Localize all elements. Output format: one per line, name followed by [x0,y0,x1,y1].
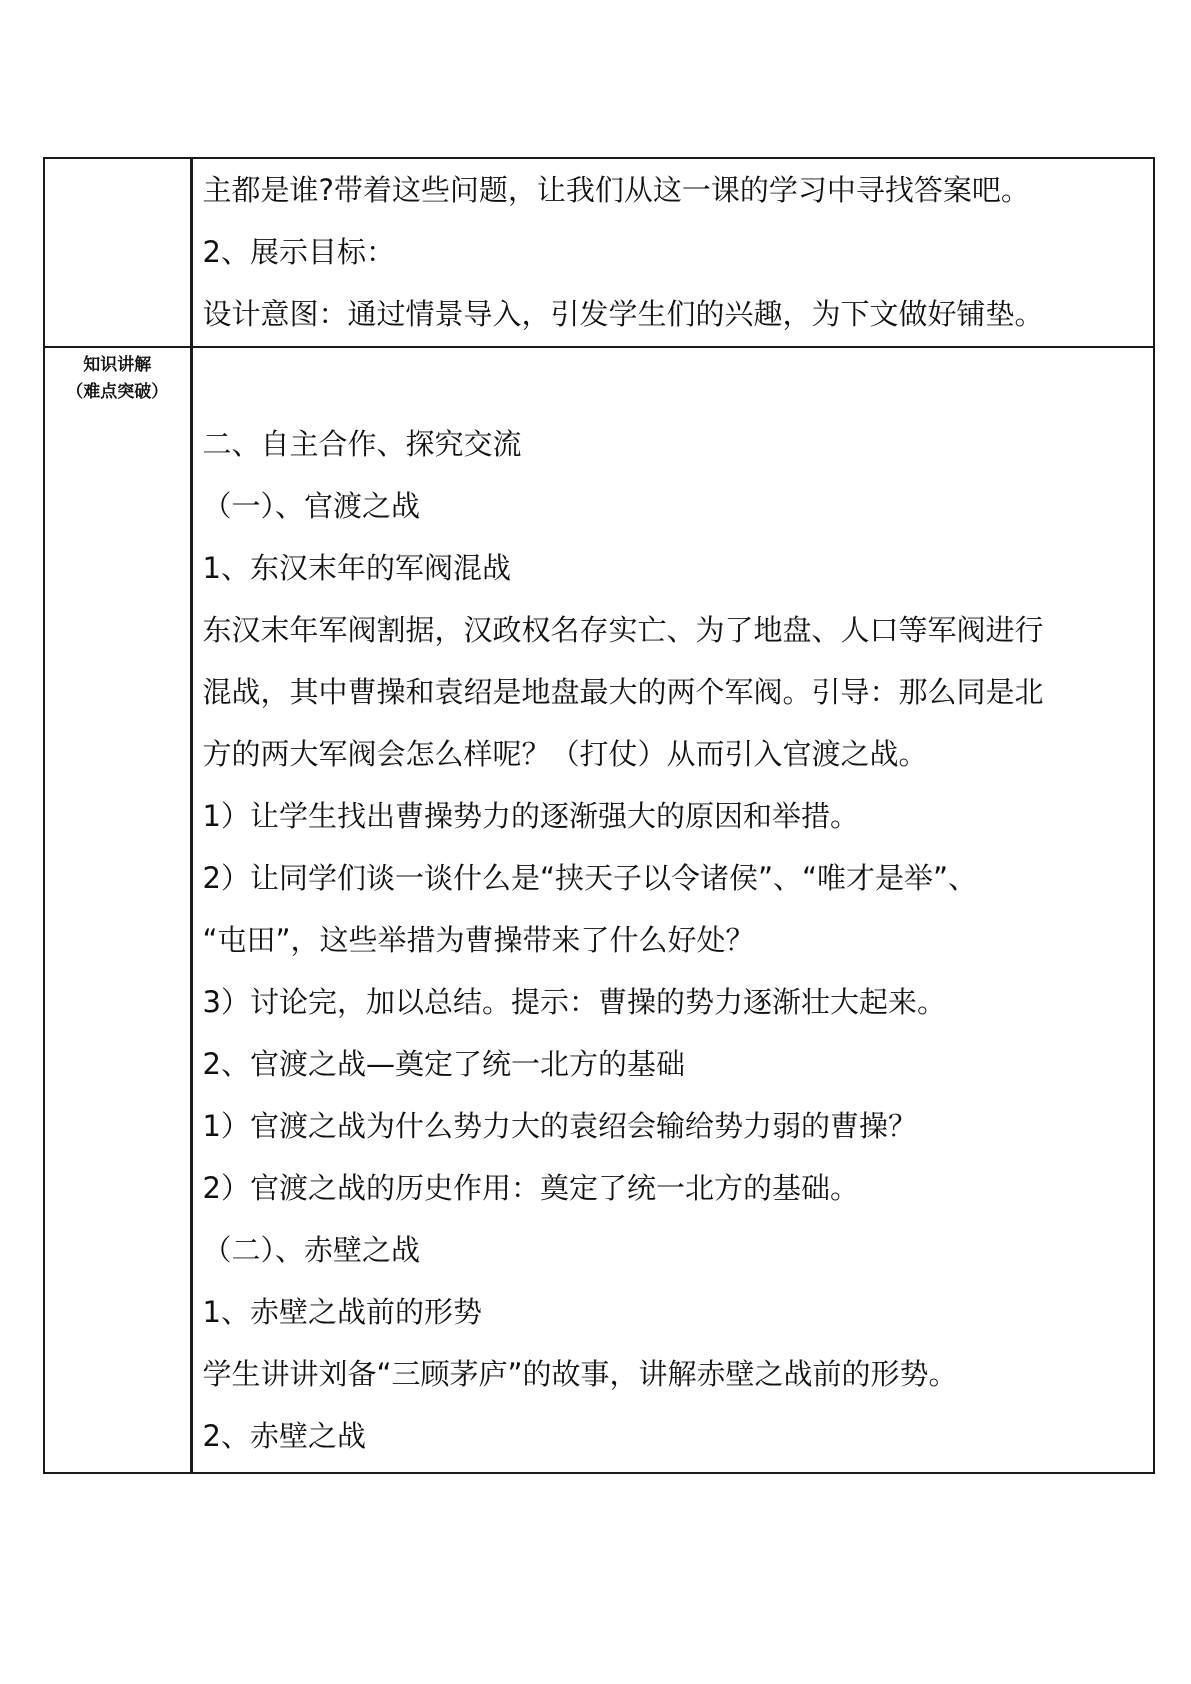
content-line: 1）让学生找出曹操势力的逐渐强大的原因和举措。 [202,799,859,833]
table-row [44,158,1154,347]
content-line: 2、展示目标： [202,235,395,269]
table-row [44,347,1154,1473]
row-label-subtitle: （难点突破） [66,382,169,402]
content-line: “屯田”，这些举措为曹操带来了什么好处？ [202,923,755,957]
row-content-cell [191,347,1154,1473]
content-line: 学生讲讲刘备“三顾茅庐”的故事，讲解赤壁之战前的形势。 [202,1357,958,1391]
subsection-heading: （二）、赤壁之战 [202,1233,421,1267]
row-label-cell [44,347,191,1473]
content-line: 2）官渡之战的历史作用：奠定了统一北方的基础。 [202,1171,859,1205]
content-line: 方的两大军阀会怎么样呢？（打仗）从而引入官渡之战。 [202,737,928,771]
content-line: 2、官渡之战—奠定了统一北方的基础 [202,1047,685,1081]
lesson-plan-table [43,157,1155,1474]
subsection-heading: （一）、官渡之战 [202,489,421,523]
content-line: 1、赤壁之战前的形势 [202,1295,482,1329]
row-content-cell [191,158,1154,347]
content-line: 2）让同学们谈一谈什么是“挟天子以令诸侯”、“唯才是举”、 [202,861,978,895]
content-line: 3）讨论完，加以总结。提示：曹操的势力逐渐壮大起来。 [202,985,946,1019]
section-heading: 二、自主合作、探究交流 [202,427,522,461]
row-label [45,159,190,163]
content-line: 混战，其中曹操和袁绍是地盘最大的两个军阀。引导：那么同是北 [202,675,1044,709]
content-line: 设计意图：通过情景导入，引发学生们的兴趣，为下文做好铺垫。 [202,297,1044,331]
content-line: 主都是谁?带着这些问题，让我们从这一课的学习中寻找答案吧。 [202,173,1030,207]
content-line: 东汉末年军阀割据，汉政权名存实亡、为了地盘、人口等军阀进行 [202,613,1044,647]
content-line: 1）官渡之战为什么势力大的袁绍会输给势力弱的曹操？ [202,1109,917,1143]
content-line: 1、东汉末年的军阀混战 [202,551,511,585]
row-label-title: 知识讲解 [83,355,152,375]
row-label-cell [44,158,191,347]
content-line: 2、赤壁之战 [202,1419,366,1453]
